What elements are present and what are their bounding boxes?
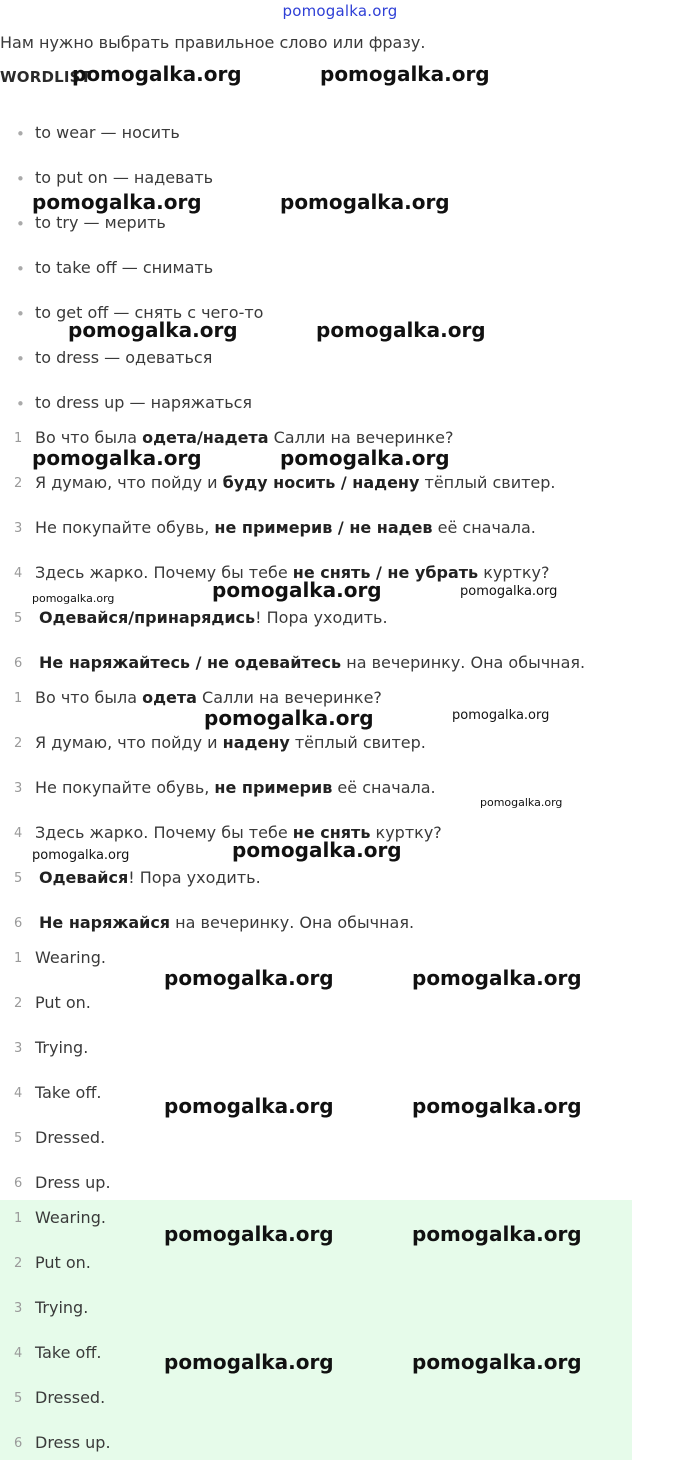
plain-text: тёплый свитер.	[419, 473, 556, 492]
plain-text: тёплый свитер.	[289, 733, 426, 752]
answer-en-text: Take off.	[35, 1083, 102, 1102]
bullet-dot: •	[16, 215, 25, 233]
wordlist-item-text: to wear — носить	[35, 123, 180, 142]
watermark: pomogalka.org	[164, 966, 334, 990]
item-number: 6	[14, 1176, 23, 1191]
plain-text: её сначала.	[332, 778, 436, 797]
watermark: pomogalka.org	[280, 190, 450, 214]
watermark-small: pomogalka.org	[452, 708, 550, 723]
item-number: 5	[14, 1131, 23, 1146]
bullet-dot: •	[16, 305, 25, 323]
watermark: pomogalka.org	[32, 190, 202, 214]
item-number: 1	[14, 1211, 23, 1226]
wordlist-item-text: to dress up — наряжаться	[35, 393, 253, 412]
bold-choice: Одевайся/принарядись	[39, 608, 256, 627]
answer-en-highlighted-text: Trying.	[35, 1298, 89, 1317]
plain-text: Я думаю, что пойду и	[35, 733, 223, 752]
bullet-dot: •	[16, 170, 25, 188]
wordlist-item-text: to put on — надевать	[35, 168, 214, 187]
bullet-dot: •	[16, 395, 25, 413]
watermark: pomogalka.org	[412, 1222, 582, 1246]
bullet-dot: •	[16, 125, 25, 143]
item-number: 6	[14, 916, 23, 931]
item-number: 5	[14, 1391, 23, 1406]
watermark: pomogalka.org	[72, 62, 242, 86]
answer-ru-text	[39, 913, 414, 932]
item-number: 1	[14, 691, 23, 706]
item-number: 2	[14, 736, 23, 751]
plain-text: Салли на вечеринке?	[268, 428, 454, 447]
item-number: 2	[14, 476, 23, 491]
answer-en-text: Dressed.	[35, 1128, 106, 1147]
plain-text: на вечеринку. Она обычная.	[170, 913, 415, 932]
item-number: 4	[14, 1346, 23, 1361]
item-number: 2	[14, 996, 23, 1011]
answer-en-text: Put on.	[35, 993, 91, 1012]
answer-en-highlighted-text: Put on.	[35, 1253, 91, 1272]
answer-ru-text	[35, 733, 426, 752]
watermark: pomogalka.org	[164, 1094, 334, 1118]
intro-text: Нам нужно выбрать правильное слово или фразу.	[0, 33, 426, 52]
item-number: 3	[14, 521, 23, 536]
plain-text: куртку?	[370, 823, 442, 842]
answer-en-highlighted-text: Take off.	[35, 1343, 102, 1362]
bold-choice: не примерив / не надев	[214, 518, 433, 537]
watermark: pomogalka.org	[164, 1350, 334, 1374]
watermark: pomogalka.org	[412, 1094, 582, 1118]
wordlist-item-text: to get off — снять с чего-то	[35, 303, 264, 322]
answer-en-text: Dress up.	[35, 1173, 111, 1192]
item-number: 3	[14, 1041, 23, 1056]
watermark: pomogalka.org	[204, 706, 374, 730]
watermark: pomogalka.org	[212, 578, 382, 602]
bold-choice: не снять / не убрать	[292, 563, 479, 582]
bold-choice: не снять	[292, 823, 371, 842]
plain-text: Во что была	[35, 428, 143, 447]
item-number: 1	[14, 431, 23, 446]
wordlist-item-text: to dress — одеваться	[35, 348, 213, 367]
answer-ru-text	[39, 868, 261, 887]
plain-text: Здесь жарко. Почему бы тебе	[35, 823, 293, 842]
answer-en-highlighted-text: Wearing.	[35, 1208, 106, 1227]
plain-text: Во что была	[35, 688, 143, 707]
plain-text: Я думаю, что пойду и	[35, 473, 223, 492]
item-number: 1	[14, 951, 23, 966]
item-number: 5	[14, 611, 23, 626]
bold-choice: одета/надета	[142, 428, 269, 447]
item-number: 4	[14, 1086, 23, 1101]
watermark: pomogalka.org	[320, 62, 490, 86]
item-number: 3	[14, 781, 23, 796]
watermark-small: pomogalka.org	[460, 584, 558, 599]
plain-text: Здесь жарко. Почему бы тебе	[35, 563, 293, 582]
bold-choice: буду носить / надену	[222, 473, 420, 492]
answer-en-text: Wearing.	[35, 948, 106, 967]
plain-text: Салли на вечеринке?	[196, 688, 382, 707]
plain-text: Не покупайте обувь,	[35, 518, 215, 537]
answer-ru-text	[35, 778, 436, 797]
plain-text: ! Пора уходить.	[255, 608, 388, 627]
item-number: 6	[14, 656, 23, 671]
bullet-dot: •	[16, 350, 25, 368]
watermark-small: pomogalka.org	[32, 848, 130, 863]
answer-en-text: Trying.	[35, 1038, 89, 1057]
wordlist-item-text: to take off — снимать	[35, 258, 214, 277]
answer-ru-text	[35, 688, 382, 707]
watermark: pomogalka.org	[164, 1222, 334, 1246]
watermark: pomogalka.org	[32, 446, 202, 470]
watermark: pomogalka.org	[68, 318, 238, 342]
watermark: pomogalka.org	[316, 318, 486, 342]
bold-choice: Не наряжайся	[39, 913, 171, 932]
item-number: 3	[14, 1301, 23, 1316]
answer-en-highlighted-text: Dressed.	[35, 1388, 106, 1407]
item-number: 4	[14, 826, 23, 841]
item-number: 2	[14, 1256, 23, 1271]
exercise-text	[39, 653, 585, 672]
bold-choice: Не наряжайтесь / не одевайтесь	[39, 653, 342, 672]
exercise-text	[35, 428, 453, 447]
wordlist-heading: WORDLIST	[0, 68, 92, 86]
wordlist-item-text: to try — мерить	[35, 213, 166, 232]
item-number: 5	[14, 871, 23, 886]
site-header-link[interactable]: pomogalka.org	[282, 2, 398, 20]
item-number: 4	[14, 566, 23, 581]
watermark-small: pomogalka.org	[32, 592, 115, 605]
bold-choice: надену	[222, 733, 290, 752]
bullet-dot: •	[16, 260, 25, 278]
watermark: pomogalka.org	[280, 446, 450, 470]
bold-choice: одета	[142, 688, 197, 707]
exercise-text	[39, 608, 388, 627]
answer-en-highlighted-text: Dress up.	[35, 1433, 111, 1452]
exercise-text	[35, 518, 536, 537]
plain-text: Не покупайте обувь,	[35, 778, 215, 797]
plain-text: ! Пора уходить.	[128, 868, 261, 887]
watermark-small: pomogalka.org	[480, 796, 563, 809]
bold-choice: Одевайся	[39, 868, 129, 887]
watermark: pomogalka.org	[232, 838, 402, 862]
plain-text: её сначала.	[432, 518, 536, 537]
plain-text: на вечеринку. Она обычная.	[341, 653, 586, 672]
bold-choice: не примерив	[214, 778, 333, 797]
item-number: 6	[14, 1436, 23, 1451]
watermark: pomogalka.org	[412, 1350, 582, 1374]
exercise-text	[35, 473, 556, 492]
watermark: pomogalka.org	[412, 966, 582, 990]
plain-text: куртку?	[478, 563, 550, 582]
